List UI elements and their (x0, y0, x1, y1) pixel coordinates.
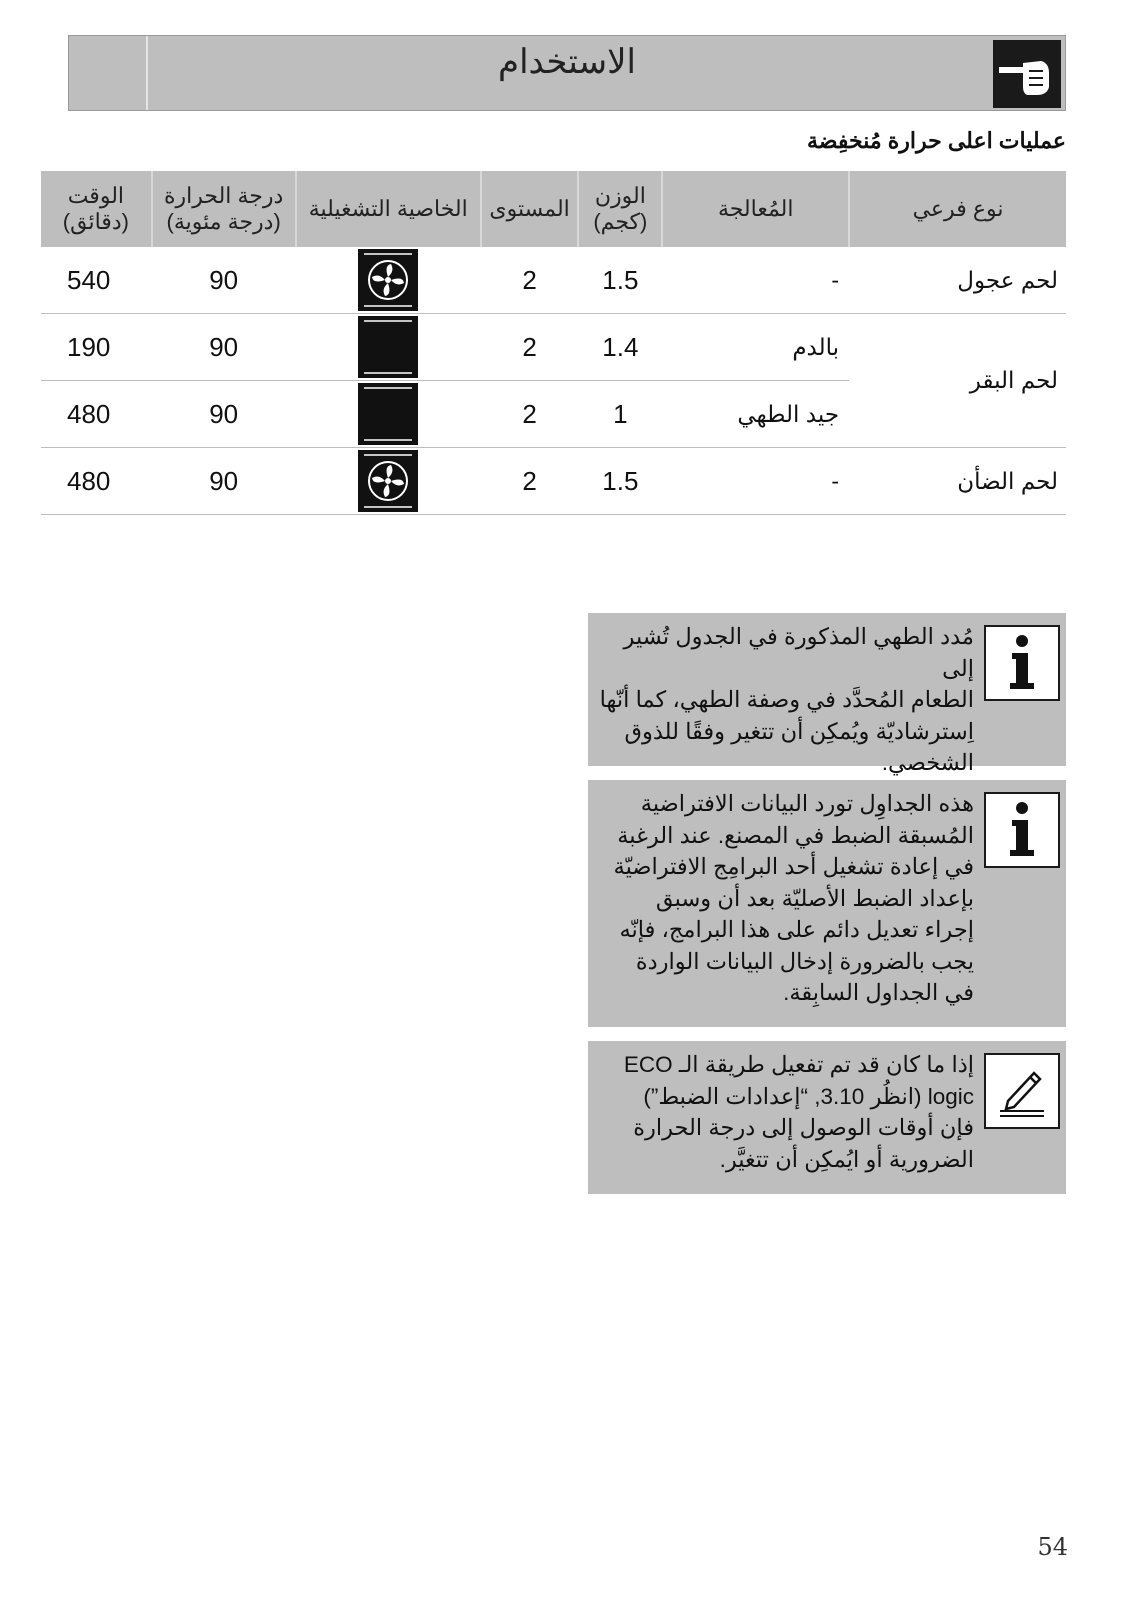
temperature-cell: 90 (152, 448, 296, 515)
time-cell: 540 (41, 247, 152, 314)
weight-cell: 1.4 (578, 314, 662, 381)
temperature-cell: 90 (152, 247, 296, 314)
note-line: إذا ما كان قد تم تفعيل طريقة الـ ECO (623, 1052, 974, 1077)
level-cell: 2 (481, 314, 578, 381)
fan-icon (358, 450, 418, 512)
note-line: الضرورية أو ايُمكِن أن تتغيَّر. (719, 1146, 974, 1172)
table-row (41, 448, 1066, 515)
food-cell: لحم البقر (849, 314, 1066, 448)
time-cell: 480 (41, 381, 152, 448)
note-line: المُسبقة الضبط في المصنع. عند الرغبة (617, 822, 974, 848)
column-header: الوزن (كجم) (578, 171, 662, 247)
info-note (588, 780, 1066, 1027)
mode-cell (296, 381, 481, 448)
note-line: مُدد الطهي المذكورة في الجدول تُشير إلى (623, 624, 974, 681)
level-cell: 2 (481, 247, 578, 314)
food-cell: لحم عجول (849, 247, 1066, 314)
column-header: المُعالجة (662, 171, 849, 247)
note-line: إجراء تعديل دائم على هذا البرامج، فإنّه (619, 917, 974, 942)
column-header: نوع فرعي (849, 171, 1066, 247)
note-text (594, 1049, 974, 1175)
mode-cell (296, 314, 481, 381)
section-title: عمليات اعلى حرارة مُنخفِضة (806, 128, 1066, 153)
pencil-note-icon (984, 1053, 1060, 1129)
food-cell: لحم الضأن (849, 448, 1066, 515)
note-line: الطعام المُحدَّد في وصفة الطهي، كما أنّها (599, 687, 974, 712)
column-header: المستوى (481, 171, 578, 247)
info-icon (984, 792, 1060, 868)
note-line: الشخصي. (881, 750, 974, 775)
level-cell: 2 (481, 381, 578, 448)
temperature-cell: 90 (152, 381, 296, 448)
note-line: بإعداد الضبط الأصليّة بعد أن وسبق (655, 885, 974, 911)
note-text (594, 788, 974, 1009)
treatment-cell: بالدم (662, 314, 849, 381)
note-line: في إعادة تشغيل أحد البرامِج الافتراضيّة (613, 854, 974, 879)
note-line: في الجداول السابِقة. (783, 980, 974, 1005)
table-row (41, 314, 1066, 381)
time-cell: 480 (41, 448, 152, 515)
mode-cell (296, 247, 481, 314)
weight-cell: 1.5 (578, 247, 662, 314)
column-header: درجة الحرارة (درجة مئوية) (152, 171, 296, 247)
treatment-cell: - (662, 247, 849, 314)
note-line: logic (انظُر 3.10, “إعدادات الضبط”) (643, 1083, 974, 1109)
page-header (68, 35, 1066, 111)
header-left-pad (69, 36, 148, 110)
info-note (588, 613, 1066, 775)
tip-note (588, 1041, 1066, 1194)
treatment-cell: جيد الطهي (662, 381, 849, 448)
info-icon (984, 625, 1060, 701)
page-number: 54 (1037, 1533, 1068, 1561)
column-header: الوقت (دقائق) (41, 171, 152, 247)
level-cell: 2 (481, 448, 578, 515)
note-text (594, 621, 974, 779)
weight-cell: 1.5 (578, 448, 662, 515)
page-title: الاستخدام (498, 43, 636, 81)
note-line: اِسترشاديّة ويُمكِن أن تتغير وفقًا للذوق (624, 718, 974, 744)
pointing-hand-icon (993, 40, 1061, 108)
column-header: الخاصية التشغيلية (296, 171, 481, 247)
weight-cell: 1 (578, 381, 662, 448)
mode-cell (296, 448, 481, 515)
table-header-row (41, 171, 1066, 247)
note-line: فإن أوقات الوصول إلى درجة الحرارة (633, 1115, 974, 1140)
time-cell: 190 (41, 314, 152, 381)
fan-icon (358, 249, 418, 311)
cooking-table (41, 171, 1066, 515)
static-heating-icon (358, 383, 418, 445)
note-line: يجب بالضرورة إدخال البيانات الواردة (635, 948, 974, 974)
temperature-cell: 90 (152, 314, 296, 381)
note-line: هذه الجداوِل تورد البيانات الافتراضية (640, 791, 974, 816)
treatment-cell: - (662, 448, 849, 515)
table-row (41, 247, 1066, 314)
static-heating-icon (358, 316, 418, 378)
